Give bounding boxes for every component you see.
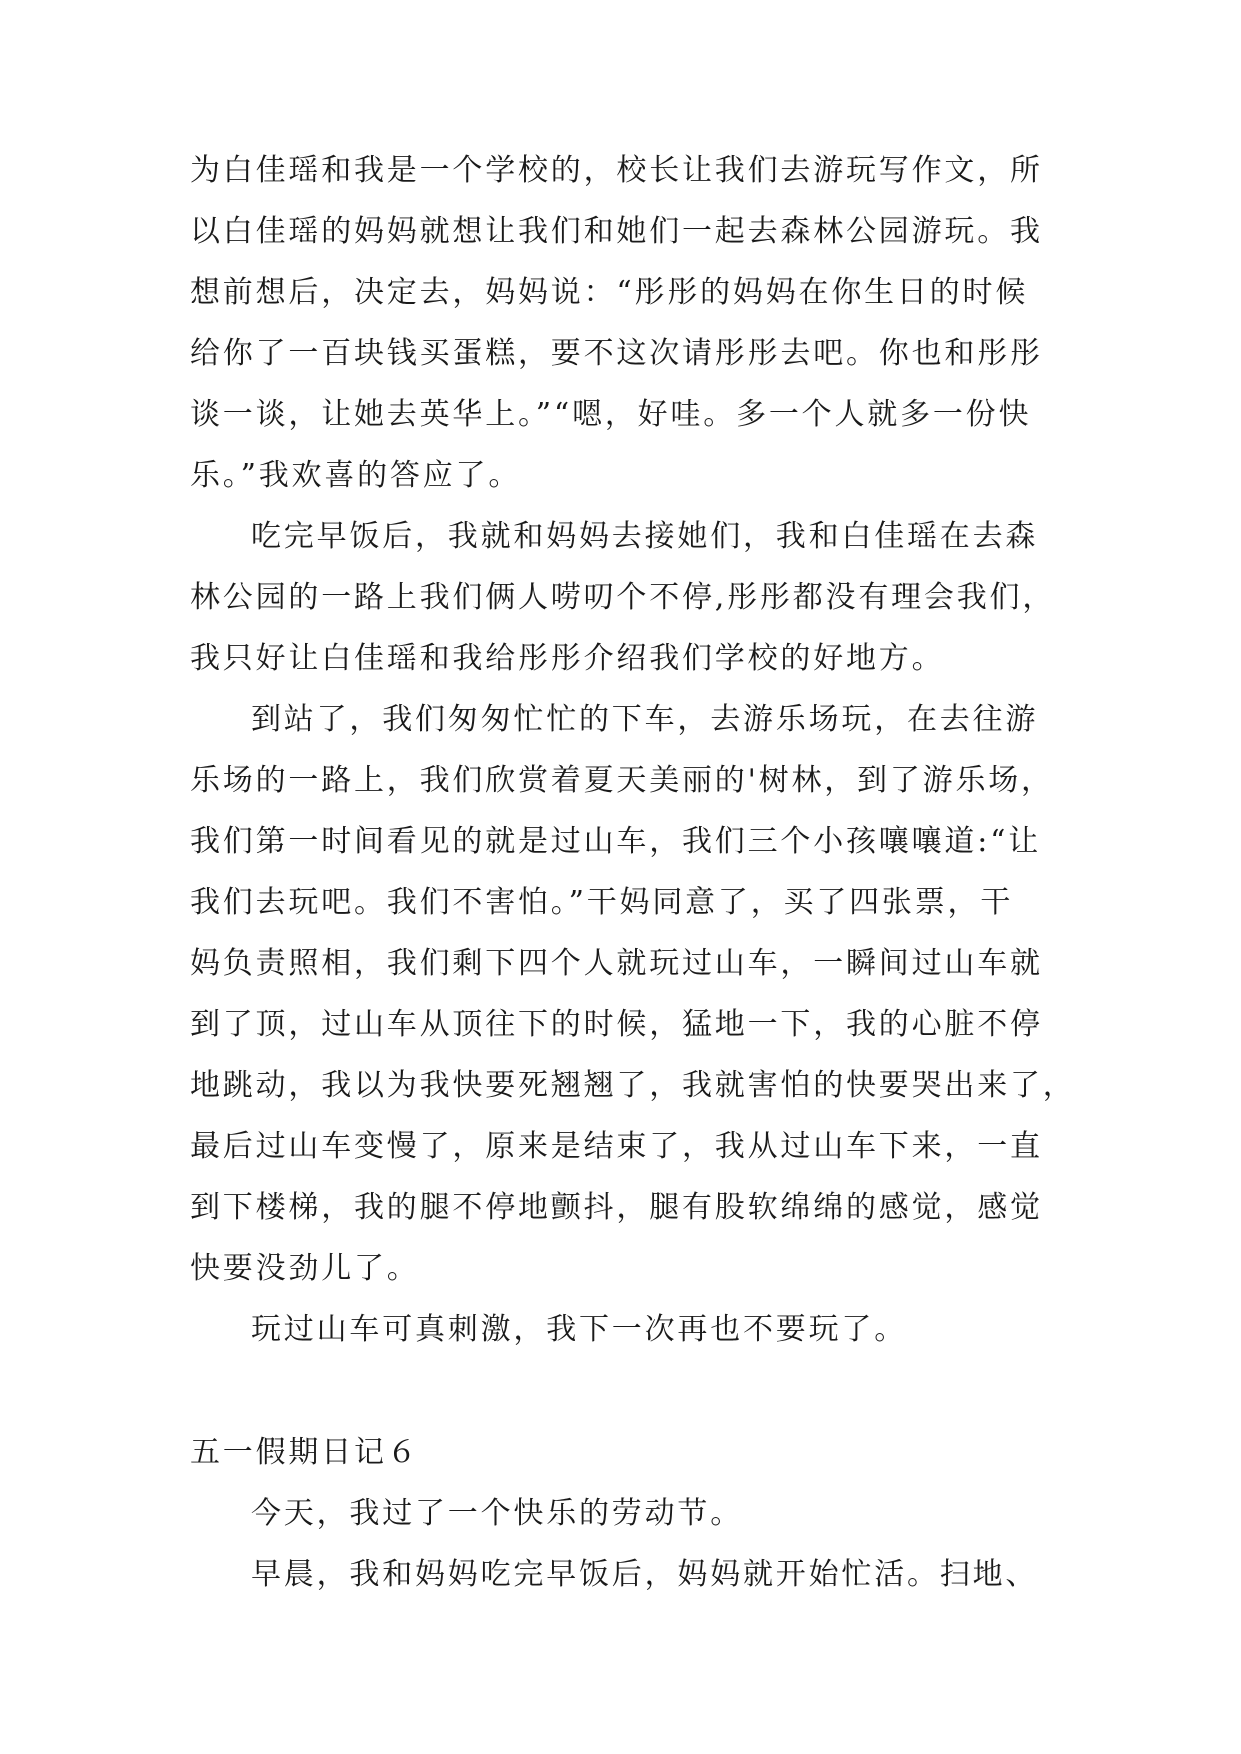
paragraph-start-line: 早晨，我和妈妈吃完早饭后，妈妈就开始忙活。扫地、 — [251, 1557, 1039, 1592]
text-line: 谈一谈，让她去英华上。”“嗯，好哇。多一个人就多一份快 — [190, 397, 1032, 432]
text-line: 我只好让白佳瑶和我给彤彤介绍我们学校的好地方。 — [190, 641, 945, 676]
text-line: 妈负责照相，我们剩下四个人就玩过山车，一瞬间过山车就 — [190, 946, 1043, 981]
paragraph-start-line: 吃完早饭后，我就和妈妈去接她们，我和白佳瑶在去森 — [251, 519, 1039, 554]
text-line: 快要没劲儿了。 — [190, 1251, 420, 1286]
text-line: 乐。”我欢喜的答应了。 — [190, 458, 522, 493]
text-line: 乐场的一路上，我们欣赏着夏天美丽的'树林，到了游乐场， — [190, 763, 1054, 798]
paragraph-start-line: 到站了，我们匆匆忙忙的下车，去游乐场玩，在去往游 — [251, 702, 1039, 737]
section-heading: 五一假期日记６ — [190, 1435, 420, 1470]
paragraph-start-line: 玩过山车可真刺激，我下一次再也不要玩了。 — [251, 1312, 907, 1347]
paragraph-start-line: 今天，我过了一个快乐的劳动节。 — [251, 1496, 743, 1531]
text-line: 我们第一时间看见的就是过山车，我们三个小孩嚷嚷道:“让 — [190, 824, 1042, 859]
text-line: 以白佳瑶的妈妈就想让我们和她们一起去森林公园游玩。我 — [190, 214, 1043, 249]
text-line: 最后过山车变慢了，原来是结束了，我从过山车下来，一直 — [190, 1129, 1043, 1164]
text-line: 为白佳瑶和我是一个学校的，校长让我们去游玩写作文，所 — [190, 153, 1043, 188]
text-line: 地跳动，我以为我快要死翘翘了，我就害怕的快要哭出来了， — [190, 1068, 1076, 1103]
text-line: 到下楼梯，我的腿不停地颤抖，腿有股软绵绵的感觉，感觉 — [190, 1190, 1043, 1225]
text-line: 到了顶，过山车从顶往下的时候，猛地一下，我的心脏不停 — [190, 1007, 1043, 1042]
text-line: 想前想后，决定去，妈妈说：“彤彤的妈妈在你生日的时候 — [190, 275, 1029, 310]
text-line: 给你了一百块钱买蛋糕，要不这次请彤彤去吧。你也和彤彤 — [190, 336, 1043, 371]
text-line: 我们去玩吧。我们不害怕。”干妈同意了，买了四张票，干 — [190, 885, 1014, 920]
text-line: 林公园的一路上我们俩人唠叨个不停,彤彤都没有理会我们， — [190, 580, 1056, 615]
